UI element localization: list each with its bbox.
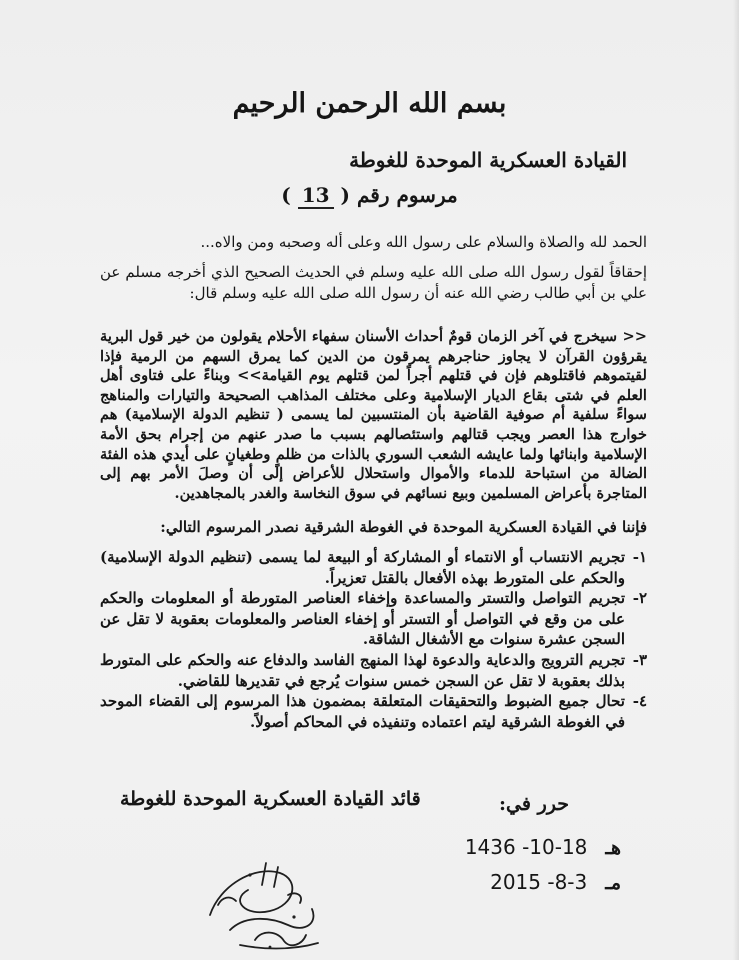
decree-item — [100, 588, 647, 650]
decree-item-text: تحال جميع الضبوط والتحقيقات المتعلقة بمضمون هذا المرسوم إلى القضاء الموحد في الغوطة الشرقية ليتم اعتماده وتنفيذه في المحاكم أصولاً. — [100, 692, 625, 731]
issued-in-label: حرر في: — [499, 793, 569, 815]
decree-item-text: تجريم التواصل والتستر والمساعدة وإخفاء العناصر المتورطة أو المعلومات والحكم على من وقع في التواصل أو التستر أو إخفاء العناصر والمعلومات بعقوبة لا تقل عن السجن عشرة سنوات مع الأشغال الشاقة. — [100, 589, 625, 649]
intro-paragraph: إحقاقاً لقول رسول الله صلى الله عليه وسلم في الحديث الصحيح الذي أخرجه مسلم عن علي بن أبي طالب رضي الله عنه أن رسول الله صلى الله عليه وسلم قال: — [100, 263, 647, 302]
page-edge-shadow — [733, 0, 739, 960]
decree-number: 13 — [298, 183, 334, 209]
decree-items-list — [100, 547, 647, 732]
decree-label: مرسوم رقم ( — [340, 183, 458, 207]
gregorian-date-row — [490, 870, 621, 894]
decree-item-text: تجريم الانتساب أو الانتماء أو المشاركة أو البيعة لما يسمى (تنظيم الدولة الإسلامية) والحكم على المتورط بهذه الأفعال بالقتل تعزيراً. — [100, 548, 625, 587]
decree-item-number: ١- — [632, 548, 647, 566]
signature-title: قائد القيادة العسكرية الموحدة للغوطة — [120, 788, 421, 810]
decree-item-text: تجريم الترويج والدعاية والدعوة لهذا المنهج الفاسد والدفاع عنه والحكم على المتورط بذلك بعقوبة لا تقل عن السجن خمس سنوات يُرجع في تقديرها للقاضي. — [100, 650, 625, 690]
handwritten-signature — [200, 845, 330, 955]
greeting-paragraph: الحمد لله والصلاة والسلام على رسول الله وعلى أله وصحبه ومن والاه... — [200, 233, 647, 251]
decree-intro-paragraph: فإننا في القيادة العسكرية الموحدة في الغوطة الشرقية نصدر المرسوم التالي: — [160, 518, 647, 536]
basmala-heading: بسم الله الرحمن الرحيم — [232, 88, 507, 119]
decree-item-number: ٣- — [632, 650, 647, 669]
decree-item — [100, 650, 647, 691]
hadith-fatwa-paragraph: << سيخرج في آخر الزمان قومٌ أحداث الأسنان سفهاء الأحلام يقولون من خير قول البرية يقرؤون القرآن لا يجاوز حناجرهم يمرقون من الدين كما يمرق السهم من الرمية فإذا لقيتموهم فاقتلوهم فإن في قتلهم أجراً لمن قتلهم يوم القيامة>> وبناءً على فتاوى أهل العلم في شتى بقاع الديار الإسلامية وعلى مختلف المذاهب الصحيحة والتيارات والمناهج سواءً سلفية أم صوفية القاضية بأن المنتسبين لما يسمى ( تنظيم الدولة الإسلامية) هم خوارج هذا العصر ويجب قتالهم واستئصالهم بسبب ما صدر عنهم من إجرام بحق الأمة الإسلامية وابنائها ولما عايشه الشعب السوري بالذات من ظلمٍ وطغيانٍ على أيدي هذه الفئة الضالة من استباحة للدماء والأموال واستحلال للأعراض إلى أن وصلَ الأمر بهم إلى المتاجرة بأعراض المسلمين وبيع نسائهم في سوق النخاسة والغدر بالمجاهدين. — [100, 328, 647, 502]
hijri-date-row — [465, 835, 621, 859]
hijri-date: 1436 -10-18 — [464, 835, 588, 859]
gregorian-suffix: مـ — [605, 872, 621, 894]
decree-item-number: ٢- — [632, 589, 647, 608]
decree-title — [0, 183, 739, 207]
decree-label-close: ) — [281, 183, 291, 207]
decree-item-number: ٤- — [632, 692, 647, 711]
gregorian-date: 2015 -8-3 — [490, 870, 588, 894]
hijri-suffix: هـ — [605, 837, 621, 859]
decree-item — [100, 547, 647, 588]
issuer-heading: القيادة العسكرية الموحدة للغوطة — [349, 148, 627, 172]
decree-item — [100, 691, 647, 732]
